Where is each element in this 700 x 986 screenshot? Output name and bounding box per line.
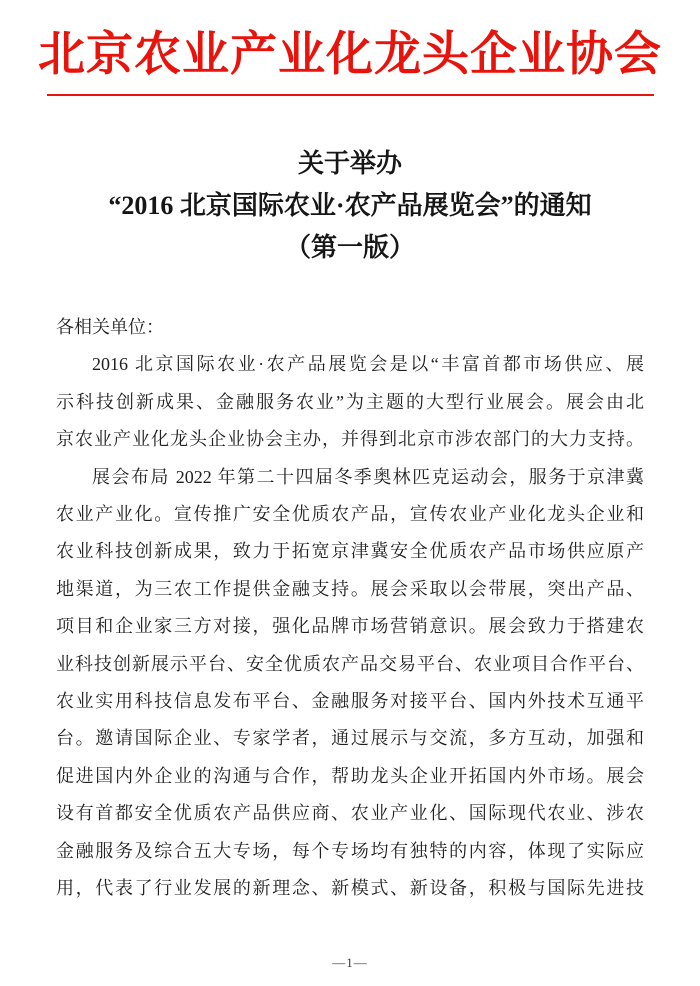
salutation: 各相关单位： — [56, 317, 164, 337]
body-line: 农业产业化。宣传推广安全优质农产品，宣传农业产业化龙头企业和 — [56, 504, 644, 525]
document-body — [56, 309, 644, 908]
body-line: 展会布局 2022 年第二十四届冬季奥林匹克运动会，服务于京津冀 — [92, 466, 644, 487]
body-line: 京农业产业化龙头企业协会主办，并得到北京市涉农部门的大力支持。 — [56, 429, 644, 450]
body-line: 2016 北京国际农业·农产品展览会是以“丰富首都市场供应、展 — [92, 354, 644, 375]
red-header-rule — [47, 94, 654, 96]
body-line: 设有首都安全优质农产品供应商、农业产业化、国际现代农业、涉农 — [56, 803, 644, 824]
body-line: 农业实用科技信息发布平台、金融服务对接平台、国内外技术互通平 — [56, 691, 644, 712]
body-line: 业科技创新展示平台、安全优质农产品交易平台、农业项目合作平台、 — [56, 653, 644, 674]
body-line: 台。邀请国际企业、专家学者，通过展示与交流，多方互动，加强和 — [56, 728, 644, 749]
org-name-header: 北京农业产业化龙头企业协会 — [38, 29, 662, 81]
title-line-2: “2016 北京国际农业·农产品展览会”的通知 — [108, 191, 592, 220]
document-title — [0, 143, 700, 269]
body-line: 示科技创新成果、金融服务农业”为主题的大型行业展会。展会由北 — [56, 391, 644, 412]
body-line: 农业科技创新成果，致力于拓宽京津冀安全优质农产品市场供应原产 — [56, 541, 644, 562]
body-line: 项目和企业家三方对接，强化品牌市场营销意识。展会致力于搭建农 — [56, 616, 644, 637]
body-line: 地渠道，为三农工作提供金融支持。展会采取以会带展，突出产品、 — [56, 578, 644, 599]
title-line-3: （第一版） — [284, 233, 415, 262]
body-line: 金融服务及综合五大专场，每个专场均有独特的内容，体现了实际应 — [56, 840, 644, 861]
body-line: 促进国内外企业的沟通与合作，帮助龙头企业开拓国内外市场。展会 — [56, 765, 644, 786]
body-line: 用，代表了行业发展的新理念、新模式、新设备，积极与国际先进技 — [56, 878, 644, 899]
page-number: —1— — [332, 955, 368, 970]
title-line-1: 关于举办 — [297, 149, 402, 178]
